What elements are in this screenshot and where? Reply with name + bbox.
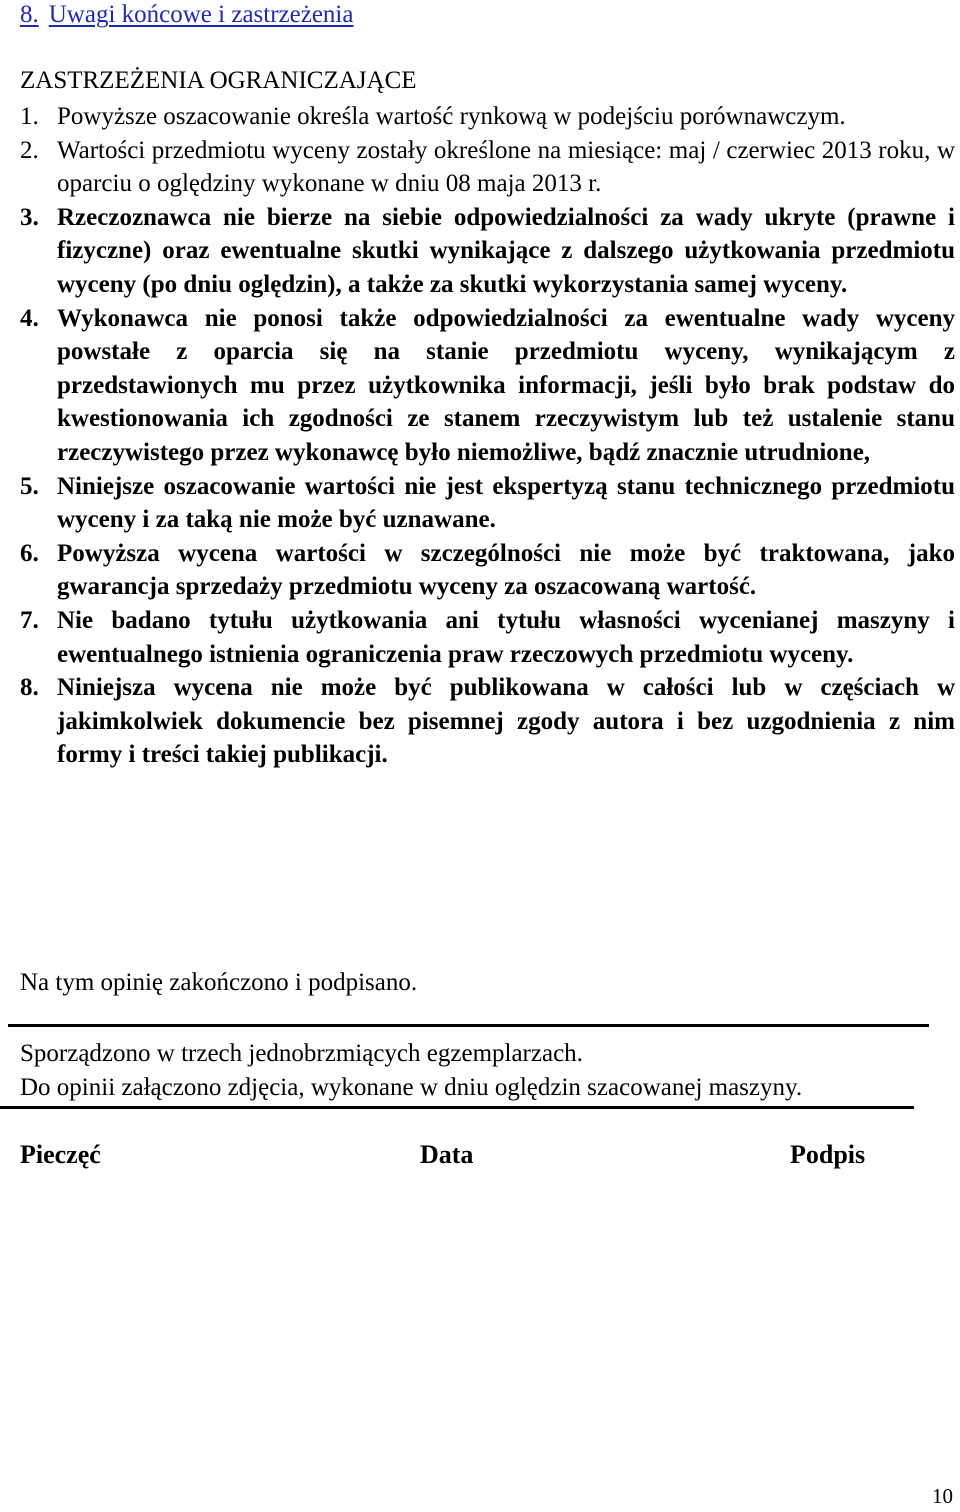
clause-item: [20, 671, 955, 772]
attachments-note: Do opinii załączono zdjęcia, wykonane w dniu oględzin szacowanej maszyny.: [20, 1074, 803, 1101]
clause-number: 2.: [20, 136, 39, 164]
clause-number: 8.: [20, 674, 39, 702]
clause-item: [20, 100, 955, 134]
clause-text: Niniejsze oszacowanie wartości nie jest ekspertyzą stanu technicznego przedmiotu wyceny i za taką nie może być uznawane.: [57, 472, 955, 534]
clause-text: Wartości przedmiotu wyceny zostały określone na miesiące: maj / czerwiec 2013 roku, w oparciu o oględziny wykonane w dniu 08 maja 2013 r.: [57, 136, 955, 198]
clause-text: Powyższa wycena wartości w szczególności nie może być traktowana, jako gwarancja sprzedaży przedmiotu wyceny za oszacowaną wartość.: [57, 539, 955, 601]
clause-item: [20, 134, 955, 201]
clause-item: [20, 604, 955, 671]
clause-text: Niniejsza wycena nie może być publikowana w całości lub w częściach w jakimkolwiek dokumencie bez pisemnej zgody autora i bez uzgodnienia z nim formy i treści takiej publikacji.: [57, 674, 955, 769]
clause-number: 7.: [20, 606, 39, 634]
section-number: 8.: [20, 1, 39, 28]
clause-item: [20, 537, 955, 604]
divider-top: [8, 1024, 929, 1027]
divider-bottom: [0, 1106, 914, 1109]
restrictions-list: [20, 100, 955, 772]
clause-item: [20, 302, 955, 470]
clause-item: [20, 470, 955, 537]
date-label: Data: [420, 1140, 474, 1169]
clause-number: 6.: [20, 539, 39, 567]
clause-number: 1.: [20, 103, 39, 130]
restrictions-title: ZASTRZEŻENIA OGRANICZAJĄCE: [20, 67, 417, 94]
copies-note: Sporządzono w trzech jednobrzmiących egzemplarzach.: [20, 1040, 583, 1067]
clause-number: 4.: [20, 304, 39, 332]
section-heading-link[interactable]: [20, 0, 353, 30]
section-title: Uwagi końcowe i zastrzeżenia: [48, 1, 354, 28]
clause-item: [20, 201, 955, 302]
page-number: 10: [932, 1484, 953, 1508]
clause-text: Wykonawca nie ponosi także odpowiedzialności za ewentualne wady wyceny powstałe z oparcia się na stanie przedmiotu wyceny, wynikającym z przedstawionych mu przez użytkownika informacji, jeśli było brak podstaw do kwestionowania ich zgodności ze stanem rzeczywistym lub też ustalenie stanu rzeczywistego przez wykonawcę było niemożliwe, bądź znacznie utrudnione,: [57, 304, 955, 466]
signature-label: Podpis: [790, 1140, 866, 1169]
clause-number: 5.: [20, 472, 39, 500]
clause-text: Rzeczoznawca nie bierze na siebie odpowiedzialności za wady ukryte (prawne i fizyczne) oraz ewentualne skutki wynikające z dalszego użytkowania przedmiotu wyceny (po dniu oględzin), a także za skutki wykorzystania samej wyceny.: [57, 203, 955, 298]
clause-text: Nie badano tytułu użytkowania ani tytułu własności wycenianej maszyny i ewentualnego istnienia ograniczenia praw rzeczowych przedmiotu wyceny.: [57, 606, 955, 668]
clause-text: Powyższe oszacowanie określa wartość rynkową w podejściu porównawczym.: [57, 103, 846, 130]
clause-number: 3.: [20, 203, 39, 231]
closing-statement: Na tym opinię zakończono i podpisano.: [20, 969, 418, 996]
stamp-label: Pieczęć: [20, 1140, 101, 1169]
